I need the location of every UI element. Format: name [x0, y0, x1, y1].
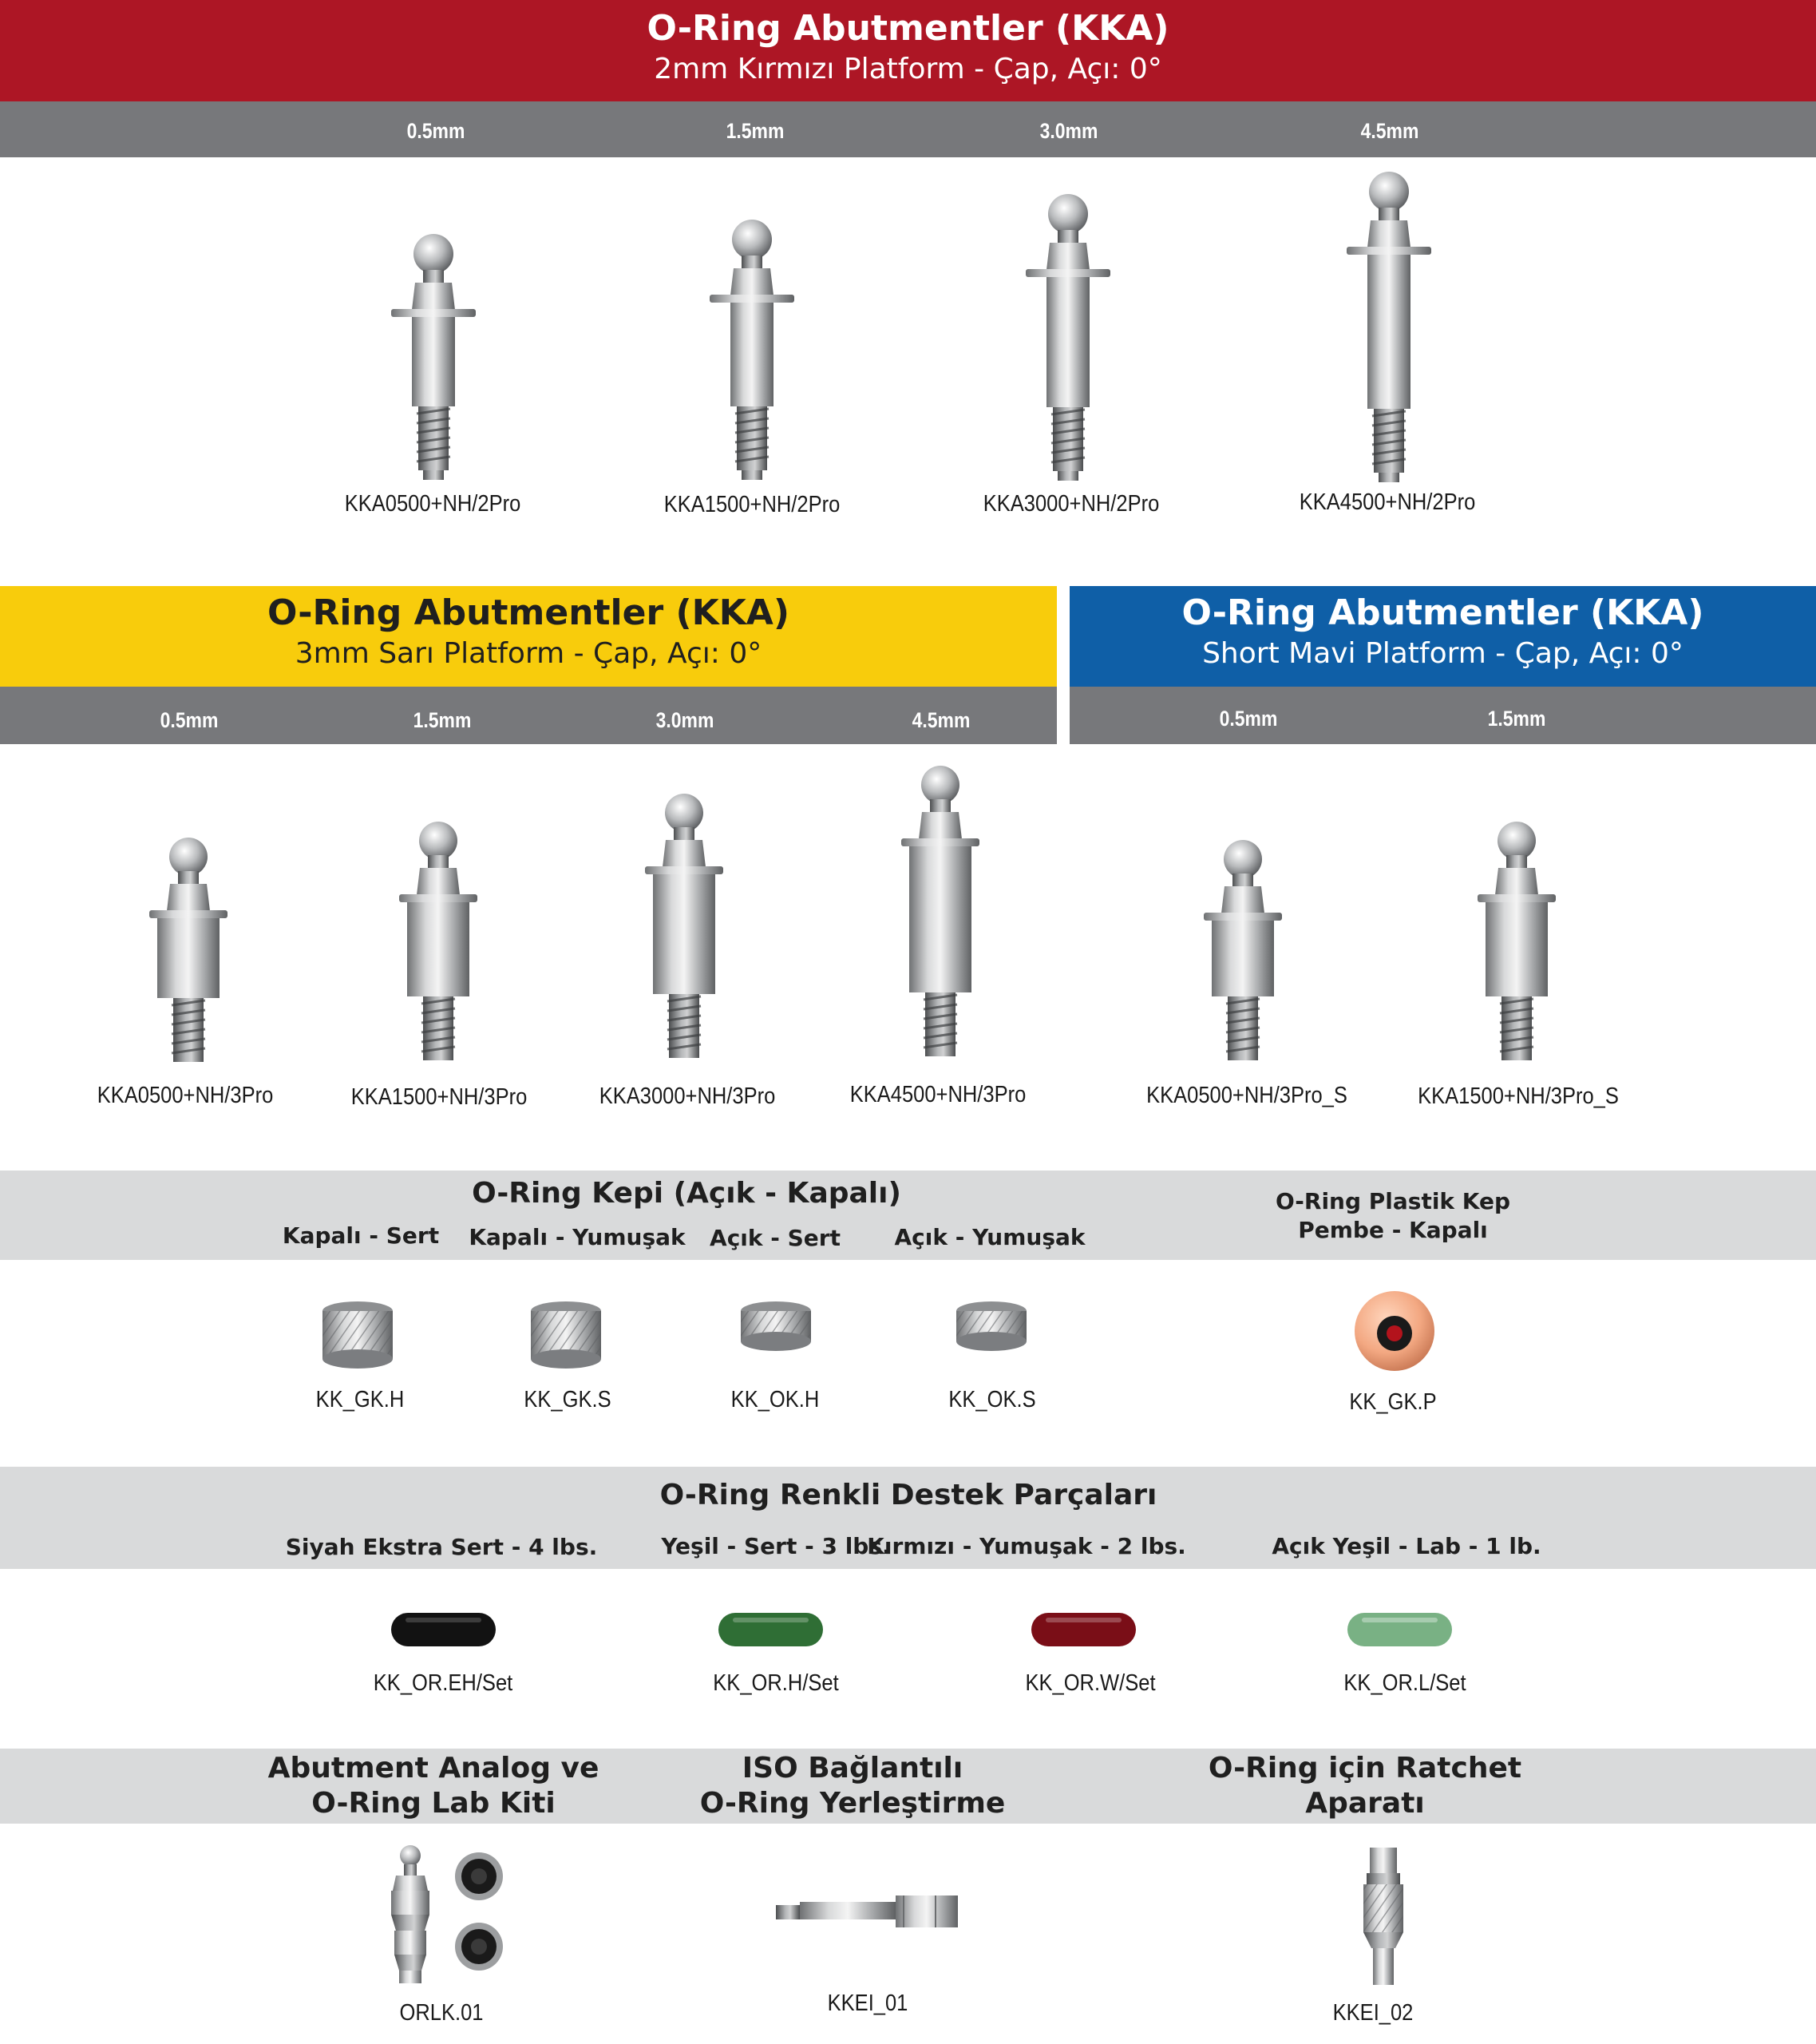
- closed-soft-cap-image: [526, 1300, 606, 1372]
- abutment-image: [1199, 837, 1287, 1072]
- height-label: 0.5mm: [160, 708, 219, 732]
- red-header-subtitle: 2mm Kırmızı Platform - Çap, Açı: 0°: [654, 53, 1162, 85]
- blue-header: [1070, 586, 1816, 687]
- red-height-bar: [0, 101, 1816, 157]
- height-label: 1.5mm: [726, 119, 785, 143]
- yellow-header-subtitle: 3mm Sarı Platform - Çap, Açı: 0°: [295, 637, 762, 670]
- blue-header-title: O-Ring Abutmentler (KKA): [1181, 592, 1704, 633]
- abutment-image: [640, 790, 728, 1070]
- lab-kit-image: [382, 1843, 509, 1987]
- product-code: KKA0500+NH/3Pro: [97, 1083, 274, 1108]
- yellow-height-bar: [0, 687, 1057, 744]
- abutment-image: [1473, 818, 1561, 1072]
- caps-title: O-Ring Kepi (Açık - Kapalı): [472, 1177, 901, 1210]
- product-code: KK_OR.L/Set: [1343, 1670, 1466, 1696]
- blue-height-bar: [1070, 687, 1816, 744]
- height-label: 0.5mm: [1219, 707, 1278, 731]
- product-code: KKA1500+NH/3Pro: [350, 1084, 528, 1110]
- red-header: [0, 0, 1816, 101]
- product-code: KK_OR.W/Set: [1025, 1670, 1156, 1696]
- product-code: KKEI_02: [1332, 2000, 1414, 2026]
- abutment-image: [394, 818, 482, 1070]
- height-label: 4.5mm: [1360, 119, 1419, 143]
- iso-insertion-tool-image: [776, 1892, 959, 1932]
- tool-title: Aparatı: [1305, 1787, 1425, 1820]
- product-code: KKA1500+NH/2Pro: [663, 492, 841, 517]
- height-label: 0.5mm: [406, 119, 465, 143]
- product-code: KK_GK.S: [524, 1387, 611, 1412]
- product-code: KKA0500+NH/2Pro: [344, 491, 521, 517]
- plastic-cap-title: O-Ring Plastik Kep: [1275, 1188, 1511, 1214]
- cap-label: Açık - Sert: [710, 1225, 841, 1251]
- product-code: KK_OK.H: [730, 1387, 820, 1412]
- light-green-ring-image: [1346, 1611, 1454, 1648]
- product-code: KK_GK.P: [1349, 1389, 1437, 1415]
- plastic-cap-subtitle: Pembe - Kapalı: [1298, 1217, 1488, 1243]
- abutment-image: [896, 763, 984, 1070]
- product-code: KK_GK.H: [315, 1387, 405, 1412]
- height-label: 1.5mm: [413, 708, 472, 732]
- height-label: 4.5mm: [912, 708, 971, 732]
- abutment-image: [1345, 169, 1433, 485]
- product-code: KKA4500+NH/3Pro: [849, 1082, 1027, 1107]
- abutment-image: [144, 834, 232, 1070]
- red-ring-image: [1030, 1611, 1137, 1648]
- tool-title: O-Ring Yerleştirme: [699, 1787, 1006, 1820]
- product-code: ORLK.01: [399, 2000, 484, 2026]
- height-label: 1.5mm: [1487, 707, 1546, 731]
- product-code: KKA1500+NH/3Pro_S: [1418, 1083, 1619, 1109]
- ratchet-adapter-image: [1355, 1844, 1411, 1988]
- tool-title: ISO Bağlantılı: [742, 1752, 963, 1785]
- ring-label: Yeşil - Sert - 3 lbs.: [661, 1533, 891, 1559]
- product-code: KK_OR.H/Set: [713, 1670, 839, 1696]
- tool-title: O-Ring Lab Kiti: [311, 1787, 556, 1820]
- ring-label: Kırmızı - Yumuşak - 2 lbs.: [867, 1533, 1186, 1559]
- product-code: KKA0500+NH/3Pro_S: [1146, 1083, 1347, 1108]
- product-code: KKA3000+NH/3Pro: [599, 1083, 776, 1109]
- pink-plastic-cap-image: [1351, 1287, 1438, 1375]
- height-label: 3.0mm: [1039, 119, 1098, 143]
- yellow-header-title: O-Ring Abutmentler (KKA): [267, 592, 789, 633]
- cap-label: Açık - Yumuşak: [894, 1224, 1086, 1250]
- ring-label: Siyah Ekstra Sert - 4 lbs.: [285, 1534, 598, 1560]
- height-label: 3.0mm: [655, 708, 714, 732]
- red-header-title: O-Ring Abutmentler (KKA): [647, 8, 1169, 49]
- ring-label: Açık Yeşil - Lab - 1 lb.: [1272, 1533, 1541, 1559]
- product-code: KKA4500+NH/2Pro: [1299, 489, 1476, 515]
- open-soft-cap-image: [952, 1300, 1031, 1356]
- product-code: KK_OR.EH/Set: [373, 1670, 513, 1696]
- tool-title: O-Ring için Ratchet: [1208, 1752, 1522, 1785]
- closed-hard-cap-image: [318, 1300, 398, 1372]
- yellow-header: [0, 586, 1057, 687]
- rings-title: O-Ring Renkli Destek Parçaları: [659, 1479, 1157, 1511]
- green-ring-image: [717, 1611, 825, 1648]
- open-hard-cap-image: [736, 1300, 816, 1356]
- product-code: KKA3000+NH/2Pro: [983, 491, 1160, 517]
- abutment-image: [708, 217, 796, 482]
- cap-label: Kapalı - Yumuşak: [469, 1224, 686, 1250]
- product-code: KK_OK.S: [948, 1387, 1036, 1412]
- cap-label: Kapalı - Sert: [282, 1222, 440, 1249]
- black-ring-image: [390, 1611, 497, 1648]
- blue-header-subtitle: Short Mavi Platform - Çap, Açı: 0°: [1202, 637, 1683, 670]
- abutment-image: [1024, 192, 1112, 483]
- product-code: KKEI_01: [827, 1991, 908, 2016]
- tool-title: Abutment Analog ve: [267, 1752, 599, 1785]
- abutment-image: [390, 232, 477, 483]
